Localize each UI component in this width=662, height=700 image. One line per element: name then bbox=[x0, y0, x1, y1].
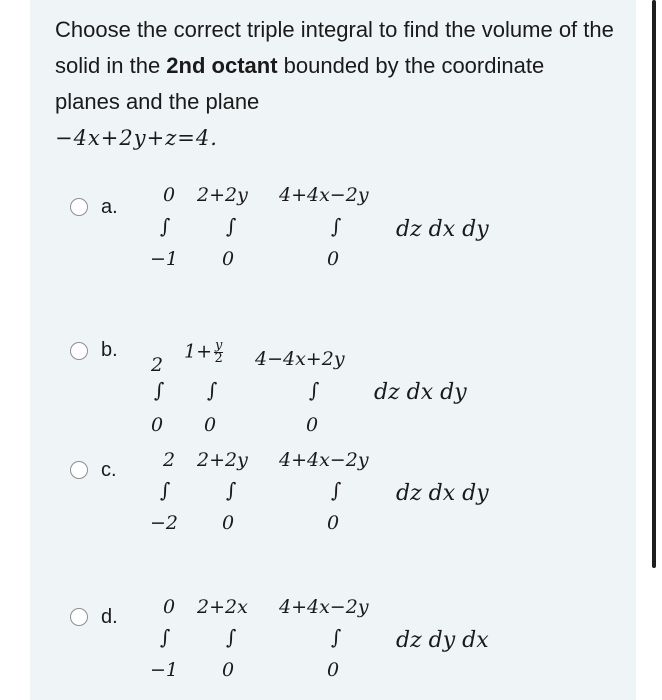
inner-lower-limit: 0 bbox=[327, 659, 340, 681]
inner-integral-sign: ∫ bbox=[309, 378, 320, 402]
inner-upper-limit: 4+4x−2y bbox=[279, 184, 369, 206]
scrollbar[interactable] bbox=[652, 0, 656, 568]
differentials: dz dx dy bbox=[396, 481, 489, 506]
outer-integral-sign: ∫ bbox=[160, 478, 171, 502]
plane-equation: −4x+2y+z=4. bbox=[55, 126, 218, 150]
outer-upper-limit: 0 bbox=[163, 184, 176, 206]
inner-upper-limit: 4+4x−2y bbox=[279, 449, 369, 471]
option-letter-c: c. bbox=[101, 459, 117, 481]
inner-lower-limit: 0 bbox=[327, 248, 340, 270]
inner-upper-limit: 4−4x+2y bbox=[255, 348, 345, 370]
middle-integral-sign: ∫ bbox=[226, 214, 237, 238]
middle-upper-limit: 2+2y bbox=[197, 184, 248, 206]
inner-upper-limit: 4+4x−2y bbox=[279, 596, 369, 618]
inner-integral-sign: ∫ bbox=[331, 214, 342, 238]
fraction-denominator: 2 bbox=[214, 351, 223, 366]
question-bold-phrase: 2nd octant bbox=[166, 53, 278, 78]
radio-button-b[interactable] bbox=[70, 342, 88, 360]
outer-upper-limit: 2 bbox=[151, 354, 164, 376]
radio-button-d[interactable] bbox=[70, 608, 88, 626]
middle-upper-prefix: 1+ bbox=[184, 340, 213, 363]
differentials: dz dy dx bbox=[396, 628, 489, 653]
outer-integral-sign: ∫ bbox=[160, 625, 171, 649]
middle-integral-sign: ∫ bbox=[207, 378, 218, 402]
differentials: dz dx dy bbox=[396, 217, 489, 242]
question-text-end: bounded by the coordinate planes and the plane bbox=[55, 53, 545, 114]
radio-button-a[interactable] bbox=[70, 198, 88, 216]
middle-lower-limit: 0 bbox=[222, 659, 235, 681]
middle-lower-limit: 0 bbox=[222, 248, 235, 270]
middle-integral-sign: ∫ bbox=[226, 625, 237, 649]
outer-lower-limit: −1 bbox=[150, 248, 179, 270]
outer-upper-limit: 2 bbox=[163, 449, 176, 471]
inner-integral-sign: ∫ bbox=[331, 478, 342, 502]
question-text-start: Choose the correct triple integral to find the volume of the solid in the bbox=[55, 17, 614, 78]
option-letter-a: a. bbox=[101, 196, 118, 218]
question-text bbox=[55, 12, 615, 156]
outer-lower-limit: 0 bbox=[151, 414, 164, 436]
inner-integral-sign: ∫ bbox=[331, 625, 342, 649]
outer-integral-sign: ∫ bbox=[160, 214, 171, 238]
inner-lower-limit: 0 bbox=[306, 414, 319, 436]
option-letter-b: b. bbox=[101, 339, 118, 361]
inner-lower-limit: 0 bbox=[327, 512, 340, 534]
fraction-numerator: y bbox=[215, 338, 223, 353]
middle-upper-limit bbox=[184, 340, 223, 365]
middle-upper-limit: 2+2x bbox=[197, 596, 248, 618]
middle-integral-sign: ∫ bbox=[226, 478, 237, 502]
differentials: dz dx dy bbox=[374, 380, 467, 405]
fraction-y-over-2 bbox=[214, 340, 223, 365]
middle-lower-limit: 0 bbox=[204, 414, 217, 436]
middle-lower-limit: 0 bbox=[222, 512, 235, 534]
outer-upper-limit: 0 bbox=[163, 596, 176, 618]
middle-upper-limit: 2+2y bbox=[197, 449, 248, 471]
radio-button-c[interactable] bbox=[70, 461, 88, 479]
option-letter-d: d. bbox=[101, 606, 118, 628]
outer-lower-limit: −1 bbox=[150, 659, 179, 681]
outer-integral-sign: ∫ bbox=[154, 378, 165, 402]
outer-lower-limit: −2 bbox=[150, 512, 179, 534]
